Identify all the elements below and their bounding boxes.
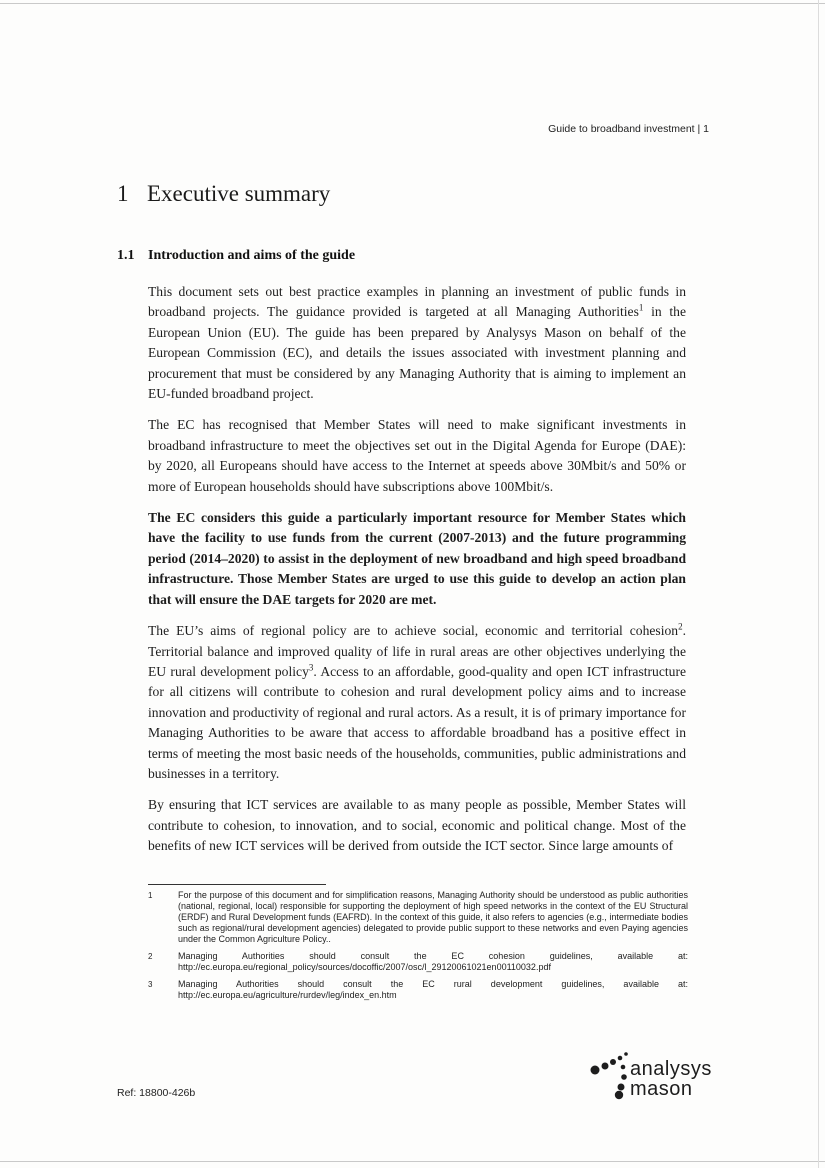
paragraph-2: The EC has recognised that Member States will need to make significant investments in broadband infrastructure to meet the objectives set out in the Digital Agenda for Europe (DAE): by 2020, all Europeans should have access to the Internet at speeds above 30Mbit/s and 50% or more of European households should have subscriptions above 100Mbit/s. <box>148 417 686 494</box>
footnote-text[interactable]: Managing Authorities should consult the EC cohesion guidelines, available at: http://ec.europa.eu/regional_policy/sources/docoffic/2007/osc/l_29120061021en00110032.pdf <box>178 951 688 972</box>
footnote-number: 2 <box>148 952 153 961</box>
logo-word-mason: mason <box>630 1078 693 1100</box>
running-header: Guide to broadband investment | 1 <box>548 123 709 135</box>
footnote-ref-1[interactable]: 1 <box>638 302 644 313</box>
footnote-ref-2[interactable]: 2 <box>678 621 683 632</box>
chapter-title: Executive summary <box>147 181 331 206</box>
section-heading <box>117 248 355 264</box>
footnote-ref-3[interactable]: 3 <box>308 662 314 673</box>
paragraph-1-text: This document sets out best practice examples in planning an investment of public funds in broadband projects. The guidance provided is targeted at all Managing Authorities <box>148 284 686 320</box>
body-text <box>148 282 686 868</box>
paragraph-4-text-cont: . Territorial balance and improved quality of life in rural areas are other objectives underlying the EU rural development policy <box>148 623 686 679</box>
paragraph-1 <box>148 282 686 404</box>
footnote-text: For the purpose of this document and for simplification reasons, Managing Authority should be understood as public authorities (national, regional, local) responsible for supporting the deployment of high speed networks in the context of the EU Structural (ERDF) and Rural Development funds (EAFRD). In the context of this guide, it also refers to agencies (e.g., intermediate bodies such as regional/rural development agencies) delegated to provide public support to these networks and even Paying agencies under the Common Agriculture Policy.. <box>178 890 688 944</box>
paragraph-4 <box>148 621 686 784</box>
footnote-text[interactable]: Managing Authorities should consult the EC rural development guidelines, available at: http://ec.europa.eu/agriculture/rurdev/leg/index_en.htm <box>178 979 688 1000</box>
footnote-number: 3 <box>148 980 153 989</box>
paragraph-4-text-end: . Access to an affordable, good-quality and open ICT infrastructure for all citizens will contribute to cohesion and rural development policy aims and to increase innovation and productivity of regional and rural actors. As a result, it is of primary importance for Managing Authorities to be aware that access to affordable broadband has a positive effect in terms of meeting the most basic needs of the households, communities, public administrations and businesses in a territory. <box>148 663 687 781</box>
section-title: Introduction and aims of the guide <box>148 248 356 263</box>
footnote-3 <box>148 979 688 1001</box>
footnotes <box>148 890 688 1007</box>
footnote-separator <box>148 884 326 885</box>
document-reference: Ref: 18800-426b <box>117 1087 196 1099</box>
paragraph-1-text-cont: in the European Union (EU). The guide has been prepared by Analysys Mason on behalf of the European Commission (EC), and details the issues associated with investment planning and procurement that must be considered by any Managing Authority that is aiming to implement an EU-funded broadband project. <box>148 304 686 402</box>
footnote-1 <box>148 890 688 945</box>
paragraph-3-emphasis: The EC considers this guide a particularly important resource for Member States which have the facility to use funds from the current (2007-2013) and the future programming period (2014–2020) to assist in the deployment of new broadband and high speed broadband infrastructure. Those Member States are urged to use this guide to develop an action plan that will ensure the DAE targets for 2020 are met. <box>148 510 686 607</box>
scan-edge-top <box>0 3 825 4</box>
paragraph-4-text: The EU’s aims of regional policy are to achieve social, economic and territorial cohesion <box>148 623 679 639</box>
scan-edge-bottom <box>0 1161 825 1162</box>
scan-edge-right <box>818 0 819 1168</box>
paragraph-5: By ensuring that ICT services are available to as many people as possible, Member States will contribute to cohesion, to innovation, and to social, economic and political change. Most of the benefits of new ICT services will be derived from outside the ICT sector. Since large amounts of <box>148 797 686 854</box>
footnote-number: 1 <box>148 891 153 900</box>
logo-word-analysys: analysys <box>630 1058 712 1080</box>
chapter-number: 1 <box>117 181 129 206</box>
chapter-heading <box>117 181 330 207</box>
analysys-mason-logo <box>588 1050 728 1100</box>
footnote-2 <box>148 951 688 973</box>
section-number: 1.1 <box>117 248 135 263</box>
